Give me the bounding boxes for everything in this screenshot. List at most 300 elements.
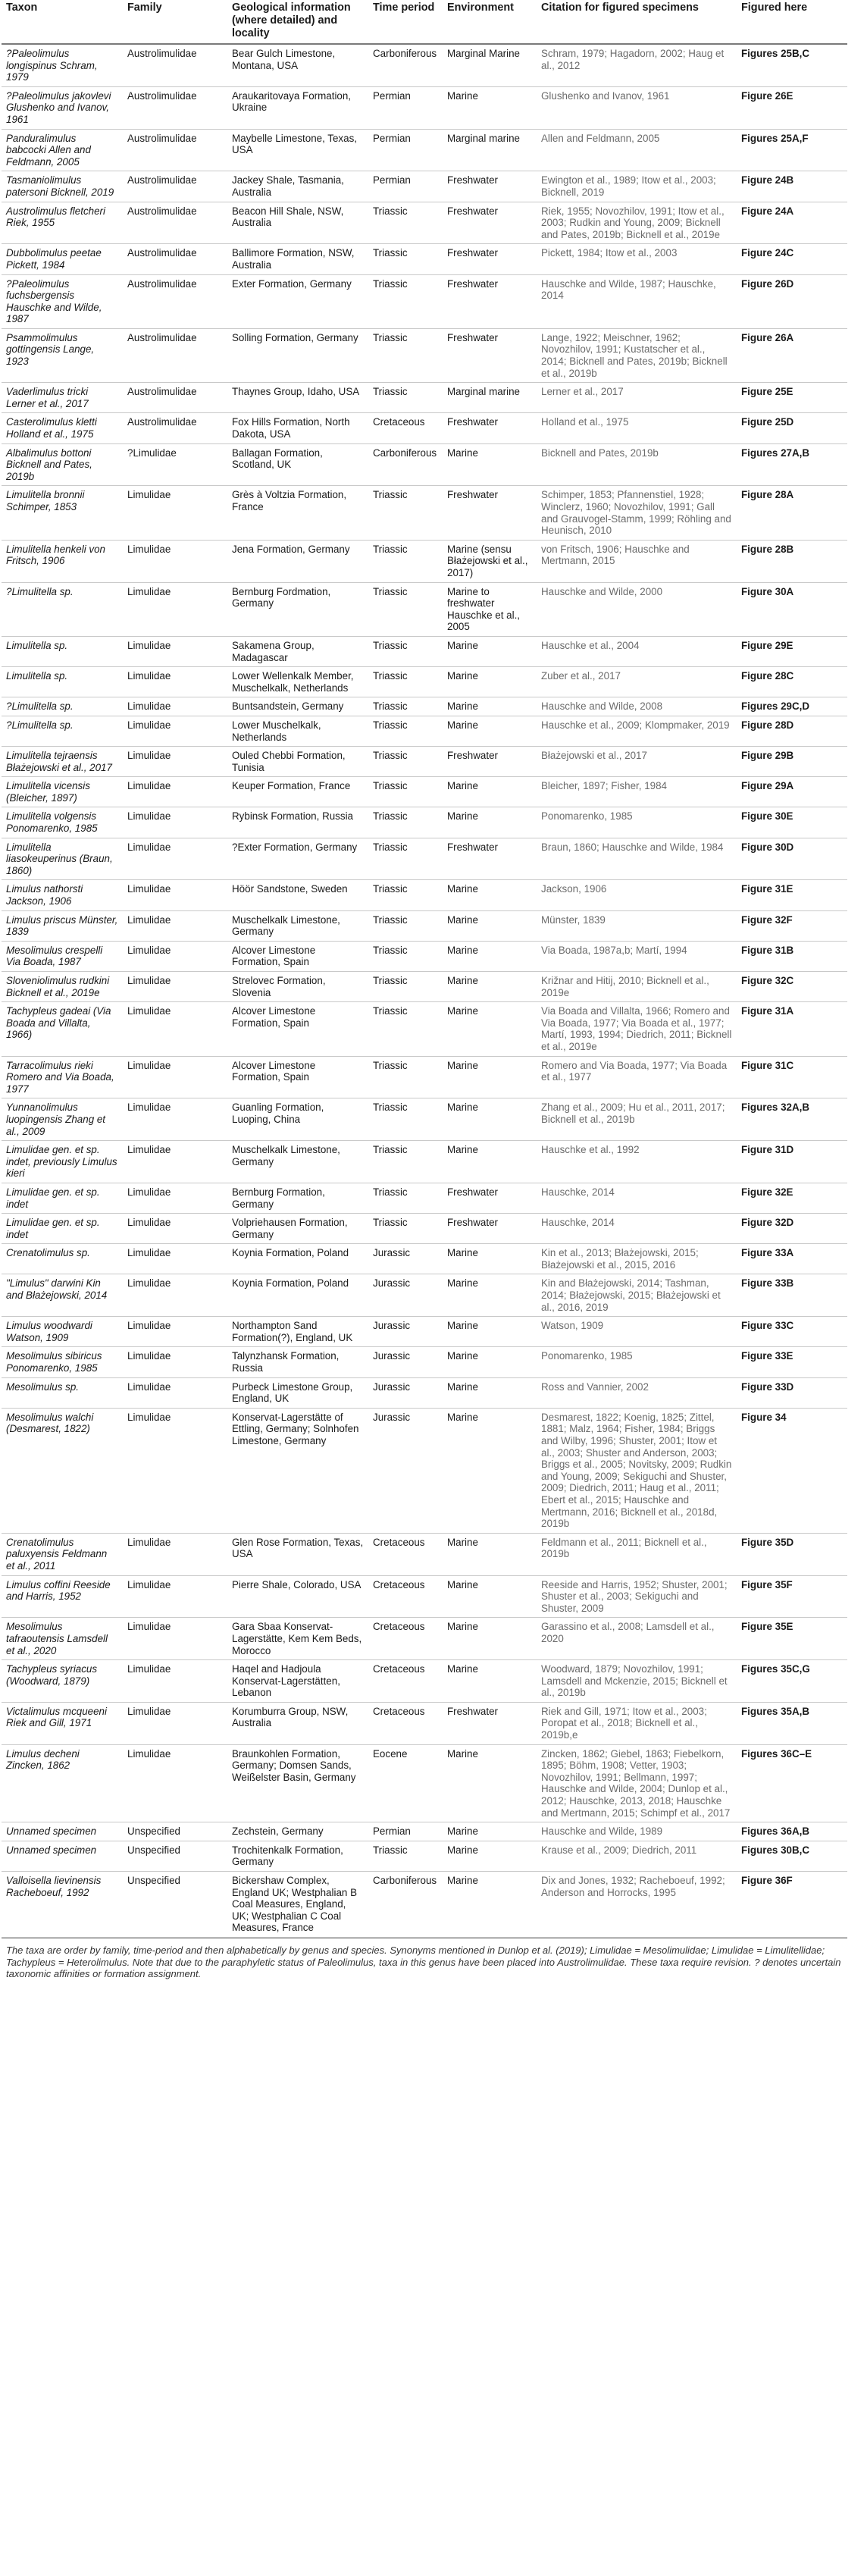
cell-family: Limulidae <box>127 944 171 956</box>
cell-time-period: Triassic <box>373 810 408 823</box>
cell-family: Limulidae <box>127 1536 171 1548</box>
cell-geological-information: Bear Gulch Limestone, Montana, USA <box>232 48 336 71</box>
table-row <box>2 1244 847 1274</box>
cell-geological-information: ?Exter Formation, Germany <box>232 841 358 853</box>
cell-citation: Zhang et al., 2009; Hu et al., 2011, 2017; Bicknell et al., 2019b <box>541 1102 725 1125</box>
cell-time-period: Triassic <box>373 841 408 853</box>
cell-citation: Kin et al., 2013; Błażejowski, 2015; Błażejowski et al., 2015, 2016 <box>541 1247 699 1271</box>
cell-family: Limulidae <box>127 1663 171 1675</box>
cell-figured-here: Figure 33A <box>741 1247 794 1259</box>
cell-family: Limulidae <box>127 585 171 597</box>
cell-figured-here: Figure 33E <box>741 1350 793 1362</box>
cell-figured-here: Figure 33C <box>741 1320 794 1332</box>
cell-citation: Hauschke et al., 1992 <box>541 1144 640 1156</box>
cell-family: Limulidae <box>127 1005 171 1017</box>
cell-time-period: Triassic <box>373 700 408 713</box>
cell-family: Austrolimulidae <box>127 416 197 428</box>
table-row <box>2 941 847 971</box>
cell-figured-here: Figure 33B <box>741 1277 794 1290</box>
cell-time-period: Eocene <box>373 1747 408 1760</box>
cell-figured-here: Figure 32C <box>741 975 794 986</box>
cell-taxon: Sloveniolimulus rudkini Bicknell et al., 2019e <box>6 975 110 998</box>
cell-geological-information: Grès à Voltzia Formation, France <box>232 489 347 512</box>
cell-time-period: Triassic <box>373 719 408 731</box>
cell-figured-here: Figures 35A,B <box>741 1705 810 1717</box>
cell-citation: Watson, 1909 <box>541 1320 604 1332</box>
cell-geological-information: Gara Sbaa Konservat-Lagerstätte, Kem Kem Beds, Morocco <box>232 1621 362 1656</box>
table-row <box>2 1872 847 1938</box>
cell-environment: Freshwater <box>447 174 498 186</box>
cell-geological-information: Muschelkalk Limestone, Germany <box>232 1144 340 1167</box>
cell-taxon: Yunnanolimulus luopingensis Zhang et al., 2009 <box>6 1102 106 1137</box>
table-footnote: The taxa are order by family, time-period and then alphabetically by genus and species. Synonyms mentioned in Dunlop et al. (2019); Limulidae = Mesolimulidae; Limulidae = Limulitellidae; Tachypleus = Heterolimulus. Note that due to the paraphyletic status of Paleolimulus, taxa in this genus have been placed into Austrolimulidae. These taxa require revision. ? denotes uncertain taxonomic affinities or formation assignment. <box>2 1938 847 1980</box>
cell-family: Limulidae <box>127 670 171 682</box>
table-row <box>2 910 847 941</box>
cell-taxon: Limulidae gen. et sp. indet <box>6 1186 100 1210</box>
table-row <box>2 972 847 1002</box>
table-row <box>2 807 847 838</box>
cell-time-period: Triassic <box>373 975 408 986</box>
cell-geological-information: Koynia Formation, Poland <box>232 1277 349 1290</box>
cell-family: Limulidae <box>127 1247 171 1259</box>
table-row <box>2 777 847 807</box>
cell-taxon: Tasmaniolimulus patersoni Bicknell, 2019 <box>6 174 114 198</box>
table-row <box>2 1408 847 1533</box>
cell-family: Limulidae <box>127 489 171 501</box>
cell-time-period: Triassic <box>373 1186 408 1198</box>
table-row <box>2 716 847 746</box>
cell-figured-here: Figure 30D <box>741 841 794 853</box>
cell-geological-information: Braunkohlen Formation, Germany; Domsen Sands, Weißelster Basin, Germany <box>232 1747 356 1783</box>
cell-time-period: Triassic <box>373 1144 408 1156</box>
table-row <box>2 44 847 86</box>
cell-geological-information: Lower Wellenkalk Member, Muschelkalk, Netherlands <box>232 670 354 694</box>
cell-time-period: Triassic <box>373 247 408 259</box>
cell-taxon: "Limulus" darwini Kin and Błażejowski, 2014 <box>6 1277 108 1302</box>
table-row <box>2 1274 847 1317</box>
cell-geological-information: Alcover Limestone Formation, Spain <box>232 1005 316 1029</box>
table-row <box>2 1056 847 1098</box>
cell-environment: Marine <box>447 1102 478 1114</box>
cell-family: Limulidae <box>127 914 171 926</box>
cell-environment: Marginal marine <box>447 386 521 398</box>
cell-environment: Freshwater <box>447 1186 498 1198</box>
cell-environment: Freshwater <box>447 205 498 217</box>
cell-time-period: Cretaceous <box>373 416 425 428</box>
cell-taxon: Unnamed specimen <box>6 1844 97 1856</box>
cell-figured-here: Figure 26E <box>741 89 793 102</box>
cell-figured-here: Figure 33D <box>741 1380 794 1393</box>
cell-citation: Ponomarenko, 1985 <box>541 1350 633 1362</box>
cell-time-period: Triassic <box>373 277 408 290</box>
cell-environment: Marine <box>447 780 478 792</box>
table-row <box>2 667 847 697</box>
header-row <box>2 0 847 44</box>
cell-family: Austrolimulidae <box>127 205 197 217</box>
cell-time-period: Jurassic <box>373 1320 411 1332</box>
cell-family: Unspecified <box>127 1825 180 1838</box>
cell-geological-information: Beacon Hill Shale, NSW, Australia <box>232 205 344 229</box>
cell-geological-information: Purbeck Limestone Group, England, UK <box>232 1380 353 1405</box>
cell-time-period: Cretaceous <box>373 1705 425 1717</box>
cell-environment: Marine <box>447 1277 478 1290</box>
header-environment: Environment <box>447 2 514 14</box>
cell-citation: Romero and Via Boada, 1977; Via Boada et al., 1977 <box>541 1059 728 1083</box>
cell-environment: Freshwater <box>447 247 498 259</box>
cell-figured-here: Figure 31D <box>741 1144 794 1156</box>
cell-figured-here: Figure 28A <box>741 489 794 501</box>
cell-family: Austrolimulidae <box>127 132 197 144</box>
cell-time-period: Triassic <box>373 914 408 926</box>
table-row <box>2 1183 847 1213</box>
cell-time-period: Carboniferous <box>373 1875 437 1886</box>
table-row <box>2 486 847 540</box>
cell-family: Austrolimulidae <box>127 277 197 290</box>
cell-geological-information: Jackey Shale, Tasmania, Australia <box>232 174 344 198</box>
table-row <box>2 129 847 171</box>
cell-taxon: Limulitella henkeli von Fritsch, 1906 <box>6 543 106 567</box>
cell-environment: Marine <box>447 1144 478 1156</box>
table-row <box>2 1002 847 1056</box>
cell-citation: Dix and Jones, 1932; Racheboeuf, 1992; Anderson and Horrocks, 1995 <box>541 1875 725 1898</box>
cell-figured-here: Figure 30E <box>741 810 793 823</box>
cell-time-period: Permian <box>373 1825 411 1838</box>
cell-family: Limulidae <box>127 1621 171 1633</box>
cell-geological-information: Sakamena Group, Madagascar <box>232 639 315 663</box>
cell-geological-information: Koynia Formation, Poland <box>232 1247 349 1259</box>
cell-family: Limulidae <box>127 1217 171 1229</box>
cell-time-period: Jurassic <box>373 1411 411 1423</box>
cell-family: Limulidae <box>127 841 171 853</box>
cell-citation: Hauschke and Wilde, 1989 <box>541 1825 663 1838</box>
cell-figured-here: Figure 31B <box>741 944 794 956</box>
cell-geological-information: Glen Rose Formation, Texas, USA <box>232 1536 364 1560</box>
cell-taxon: Limulidae gen. et sp. indet <box>6 1217 100 1240</box>
cell-time-period: Permian <box>373 174 411 186</box>
cell-family: Limulidae <box>127 1747 171 1760</box>
cell-environment: Marine <box>447 1844 478 1856</box>
cell-time-period: Cretaceous <box>373 1621 425 1633</box>
cell-environment: Marine <box>447 914 478 926</box>
cell-family: Limulidae <box>127 1411 171 1423</box>
cell-environment: Marine <box>447 1059 478 1071</box>
cell-time-period: Triassic <box>373 1217 408 1229</box>
cell-figured-here: Figure 29B <box>741 750 794 762</box>
table-row <box>2 880 847 910</box>
cell-family: Limulidae <box>127 780 171 792</box>
cell-environment: Freshwater <box>447 277 498 290</box>
cell-geological-information: Muschelkalk Limestone, Germany <box>232 914 340 938</box>
cell-taxon: ?Limulitella sp. <box>6 700 74 713</box>
cell-figured-here: Figures 30B,C <box>741 1844 810 1856</box>
cell-taxon: Tarracolimulus rieki Romero and Via Boada, 1977 <box>6 1059 114 1095</box>
cell-citation: Schram, 1979; Hagadorn, 2002; Haug et al., 2012 <box>541 48 725 71</box>
cell-family: Limulidae <box>127 1059 171 1071</box>
cell-time-period: Carboniferous <box>373 447 437 459</box>
cell-geological-information: Pierre Shale, Colorado, USA <box>232 1578 362 1590</box>
cell-environment: Freshwater <box>447 1217 498 1229</box>
cell-taxon: Limulitella sp. <box>6 639 68 651</box>
cell-taxon: Limulidae gen. et sp. indet, previously Limulus kieri <box>6 1144 117 1180</box>
cell-time-period: Triassic <box>373 883 408 895</box>
cell-taxon: Limulus coffini Reeside and Harris, 1952 <box>6 1578 111 1603</box>
cell-time-period: Triassic <box>373 1059 408 1071</box>
cell-family: Unspecified <box>127 1844 180 1856</box>
cell-environment: Freshwater <box>447 1705 498 1717</box>
cell-family: Limulidae <box>127 700 171 713</box>
cell-taxon: ?Paleolimulus longispinus Schram, 1979 <box>6 48 98 83</box>
table-row <box>2 1098 847 1141</box>
cell-figured-here: Figure 26D <box>741 277 794 290</box>
cell-citation: Via Boada and Villalta, 1966; Romero and Via Boada, 1977; Via Boada et al., 1977; Martí, 1993, 1994; Diedrich, 2011; Bicknell et al., 2019e <box>541 1005 732 1052</box>
cell-time-period: Triassic <box>373 543 408 555</box>
cell-family: ?Limulidae <box>127 447 177 459</box>
cell-time-period: Triassic <box>373 780 408 792</box>
cell-family: Limulidae <box>127 1380 171 1393</box>
cell-time-period: Triassic <box>373 639 408 651</box>
cell-family: Limulidae <box>127 750 171 762</box>
cell-environment: Marine <box>447 447 478 459</box>
cell-taxon: Limulitella volgensis Ponomarenko, 1985 <box>6 810 98 835</box>
cell-citation: Krause et al., 2009; Diedrich, 2011 <box>541 1844 697 1856</box>
cell-taxon: Crenatolimulus paluxyensis Feldmann et al., 2011 <box>6 1536 108 1572</box>
cell-figured-here: Figure 29E <box>741 639 793 651</box>
cell-figured-here: Figure 28B <box>741 543 794 555</box>
header-figured-here: Figured here <box>741 2 808 14</box>
cell-environment: Freshwater <box>447 750 498 762</box>
cell-taxon: Mesolimulus walchi (Desmarest, 1822) <box>6 1411 94 1435</box>
cell-geological-information: Bickershaw Complex, England UK; Westphalian B Coal Measures, England, UK; Westphalian C Coal Measures, France <box>232 1875 358 1934</box>
cell-geological-information: Korumburra Group, NSW, Australia <box>232 1705 349 1729</box>
cell-taxon: Casterolimulus kletti Holland et al., 1975 <box>6 416 97 440</box>
cell-citation: Bleicher, 1897; Fisher, 1984 <box>541 780 668 792</box>
cell-environment: Marine <box>447 670 478 682</box>
cell-citation: Zuber et al., 2017 <box>541 670 621 682</box>
cell-taxon: Crenatolimulus sp. <box>6 1247 90 1259</box>
cell-figured-here: Figures 25A,F <box>741 132 809 144</box>
table-body <box>2 44 847 1937</box>
cell-family: Limulidae <box>127 639 171 651</box>
cell-geological-information: Haqel and Hadjoula Konservat-Lagerstätten, Lebanon <box>232 1663 340 1699</box>
cell-taxon: Panduralimulus babcocki Allen and Feldmann, 2005 <box>6 132 91 168</box>
cell-time-period: Triassic <box>373 1102 408 1114</box>
cell-family: Limulidae <box>127 719 171 731</box>
cell-environment: Marine <box>447 719 478 731</box>
cell-geological-information: Lower Muschelkalk, Netherlands <box>232 719 321 743</box>
cell-taxon: Mesolimulus tafraoutensis Lamsdell et al., 2020 <box>6 1621 108 1656</box>
cell-time-period: Cretaceous <box>373 1663 425 1675</box>
cell-environment: Marine <box>447 1411 478 1423</box>
table-row <box>2 1533 847 1575</box>
cell-figured-here: Figure 34 <box>741 1411 787 1423</box>
cell-environment: Marine <box>447 1825 478 1838</box>
header-citation: Citation for figured specimens <box>541 2 699 14</box>
cell-family: Limulidae <box>127 1320 171 1332</box>
cell-family: Austrolimulidae <box>127 331 197 343</box>
cell-family: Austrolimulidae <box>127 247 197 259</box>
cell-geological-information: Ouled Chebbi Formation, Tunisia <box>232 750 346 773</box>
cell-figured-here: Figure 35E <box>741 1621 793 1633</box>
cell-citation: Feldmann et al., 2011; Bicknell et al., 2019b <box>541 1536 707 1560</box>
cell-time-period: Triassic <box>373 205 408 217</box>
cell-geological-information: Solling Formation, Germany <box>232 331 358 343</box>
cell-family: Limulidae <box>127 1277 171 1290</box>
cell-figured-here: Figure 32D <box>741 1217 794 1229</box>
cell-citation: Desmarest, 1822; Koenig, 1825; Zittel, 1881; Malz, 1964; Fisher, 1984; Briggs and Wilby, 1996; Shuster, 2001; Itow et al., 2003; Shuster and Anderson, 2003; Briggs et al., 2005; Novitsky, 2009; Rudkin and Young, 2009; Sekiguchi and Shuster, 2009; Diedrich, 2011; Haug et al., 2011; Ebert et al., 2015; Hauschke and Mertmann, 2016; Bicknell et al., 2018d, 2019b <box>541 1411 732 1530</box>
table-row <box>2 244 847 274</box>
cell-time-period: Cretaceous <box>373 1578 425 1590</box>
cell-geological-information: Keuper Formation, France <box>232 780 351 792</box>
cell-taxon: Dubbolimulus peetae Pickett, 1984 <box>6 247 102 271</box>
table-row <box>2 1702 847 1744</box>
cell-geological-information: Volpriehausen Formation, Germany <box>232 1217 348 1240</box>
cell-geological-information: Rybinsk Formation, Russia <box>232 810 353 823</box>
cell-figured-here: Figure 24B <box>741 174 794 186</box>
cell-figured-here: Figure 28C <box>741 670 794 682</box>
cell-time-period: Carboniferous <box>373 48 437 59</box>
cell-geological-information: Konservat-Lagerstätte of Ettling, Germany; Solnhofen Limestone, Germany <box>232 1411 359 1446</box>
table-row <box>2 1347 847 1377</box>
cell-citation: Riek and Gill, 1971; Itow et al., 2003; Poropat et al., 2018; Bicknell et al., 2019b,e <box>541 1705 707 1741</box>
table-row <box>2 328 847 382</box>
cell-environment: Marine <box>447 1578 478 1590</box>
cell-figured-here: Figures 35C,G <box>741 1663 810 1675</box>
cell-environment: Freshwater <box>447 489 498 501</box>
taxon-table <box>2 0 847 1938</box>
cell-family: Unspecified <box>127 1875 180 1886</box>
cell-figured-here: Figure 24C <box>741 247 794 259</box>
cell-environment: Marine <box>447 944 478 956</box>
cell-family: Austrolimulidae <box>127 174 197 186</box>
cell-citation: Ewington et al., 1989; Itow et al., 2003; Bicknell, 2019 <box>541 174 716 198</box>
cell-taxon: Limulitella liasokeuperinus (Braun, 1860) <box>6 841 113 876</box>
cell-time-period: Triassic <box>373 386 408 398</box>
header-family: Family <box>127 2 162 14</box>
cell-citation: Hauschke et al., 2009; Klompmaker, 2019 <box>541 719 730 731</box>
table-row <box>2 171 847 202</box>
cell-figured-here: Figure 35F <box>741 1578 793 1590</box>
cell-citation: Münster, 1839 <box>541 914 606 926</box>
cell-figured-here: Figures 27A,B <box>741 447 810 459</box>
cell-figured-here: Figures 36A,B <box>741 1825 810 1838</box>
cell-geological-information: Maybelle Limestone, Texas, USA <box>232 132 357 156</box>
cell-time-period: Jurassic <box>373 1247 411 1259</box>
cell-figured-here: Figure 24A <box>741 205 794 217</box>
cell-figured-here: Figures 36C–E <box>741 1747 812 1760</box>
cell-time-period: Triassic <box>373 331 408 343</box>
cell-figured-here: Figure 25D <box>741 416 794 428</box>
cell-environment: Marine <box>447 1875 478 1886</box>
cell-time-period: Triassic <box>373 944 408 956</box>
cell-time-period: Triassic <box>373 1005 408 1017</box>
cell-figured-here: Figures 29C,D <box>741 700 810 713</box>
cell-geological-information: Bernburg Formation, Germany <box>232 1186 325 1210</box>
cell-geological-information: Ballagan Formation, Scotland, UK <box>232 447 323 471</box>
table-row <box>2 1618 847 1660</box>
cell-environment: Marine <box>447 1380 478 1393</box>
cell-taxon: Limulitella vicensis (Bleicher, 1897) <box>6 780 90 804</box>
cell-environment: Marine <box>447 1350 478 1362</box>
table-row <box>2 413 847 443</box>
cell-taxon: ?Paleolimulus fuchsbergensis Hauschke and Wilde, 1987 <box>6 277 102 325</box>
cell-taxon: Limulus woodwardi Watson, 1909 <box>6 1320 92 1343</box>
cell-geological-information: Thaynes Group, Idaho, USA <box>232 386 360 398</box>
cell-citation: Zincken, 1862; Giebel, 1863; Fiebelkorn, 1895; Böhm, 1908; Vetter, 1903; Novozhilov, 1991; Bellmann, 1997; Hauschke and Wilde, 2004; Dunlop et al., 2012; Hauschke, 2013, 2018; Hauschke and Mertmann, 2015; Schimpf et al., 2017 <box>541 1747 731 1819</box>
cell-taxon: Limulitella sp. <box>6 670 68 682</box>
table-row <box>2 274 847 328</box>
cell-time-period: Triassic <box>373 670 408 682</box>
cell-taxon: ?Limulitella sp. <box>6 719 74 731</box>
table-row <box>2 540 847 582</box>
cell-taxon: Tachypleus syriacus (Woodward, 1879) <box>6 1663 98 1687</box>
cell-family: Austrolimulidae <box>127 48 197 59</box>
cell-environment: Marine <box>447 883 478 895</box>
cell-citation: Ponomarenko, 1985 <box>541 810 633 823</box>
table-row <box>2 443 847 486</box>
cell-geological-information: Guanling Formation, Luoping, China <box>232 1102 324 1125</box>
table-row <box>2 1575 847 1618</box>
cell-time-period: Triassic <box>373 1844 408 1856</box>
table-row <box>2 582 847 636</box>
table-row <box>2 202 847 244</box>
table-row <box>2 1660 847 1703</box>
cell-environment: Freshwater <box>447 331 498 343</box>
cell-figured-here: Figure 26A <box>741 331 794 343</box>
cell-geological-information: Northampton Sand Formation(?), England, UK <box>232 1320 353 1343</box>
cell-citation: Hauschke, 2014 <box>541 1217 615 1229</box>
cell-taxon: Limulitella bronnii Schimper, 1853 <box>6 489 85 512</box>
cell-environment: Marine <box>447 810 478 823</box>
cell-citation: Braun, 1860; Hauschke and Wilde, 1984 <box>541 841 724 853</box>
cell-environment: Marine <box>447 1663 478 1675</box>
cell-geological-information: Höör Sandstone, Sweden <box>232 883 348 895</box>
cell-time-period: Triassic <box>373 750 408 762</box>
cell-citation: Błażejowski et al., 2017 <box>541 750 647 762</box>
cell-figured-here: Figures 25B,C <box>741 48 810 59</box>
cell-time-period: Triassic <box>373 489 408 501</box>
cell-family: Austrolimulidae <box>127 386 197 398</box>
header-taxon: Taxon <box>6 2 38 14</box>
cell-family: Limulidae <box>127 975 171 986</box>
cell-citation: Allen and Feldmann, 2005 <box>541 132 660 144</box>
cell-citation: Glushenko and Ivanov, 1961 <box>541 89 670 102</box>
cell-environment: Marine <box>447 700 478 713</box>
cell-taxon: Limulitella tejraensis Błażejowski et al., 2017 <box>6 750 112 773</box>
cell-citation: Reeside and Harris, 1952; Shuster, 2001; Shuster et al., 2003; Sekiguchi and Shuster, 2009 <box>541 1578 728 1614</box>
cell-citation: Bicknell and Pates, 2019b <box>541 447 659 459</box>
cell-figured-here: Figure 36F <box>741 1875 793 1886</box>
cell-family: Limulidae <box>127 1102 171 1114</box>
cell-family: Limulidae <box>127 1578 171 1590</box>
table-row <box>2 1141 847 1183</box>
table-row <box>2 1214 847 1244</box>
cell-geological-information: Trochitenkalk Formation, Germany <box>232 1844 343 1868</box>
cell-environment: Marginal marine <box>447 132 521 144</box>
cell-family: Limulidae <box>127 543 171 555</box>
cell-taxon: Austrolimulus fletcheri Riek, 1955 <box>6 205 105 229</box>
cell-geological-information: Exter Formation, Germany <box>232 277 352 290</box>
cell-geological-information: Ballimore Formation, NSW, Australia <box>232 247 355 271</box>
cell-taxon: Victalimulus mcqueeni Riek and Gill, 1971 <box>6 1705 107 1729</box>
cell-environment: Freshwater <box>447 841 498 853</box>
cell-taxon: Limulus decheni Zincken, 1862 <box>6 1747 80 1772</box>
table-row <box>2 697 847 716</box>
cell-citation: Križnar and Hitij, 2010; Bicknell et al., 2019e <box>541 975 709 998</box>
cell-environment: Marine <box>447 1747 478 1760</box>
cell-geological-information: Jena Formation, Germany <box>232 543 350 555</box>
cell-geological-information: Araukaritovaya Formation, Ukraine <box>232 89 352 114</box>
cell-environment: Marine <box>447 975 478 986</box>
